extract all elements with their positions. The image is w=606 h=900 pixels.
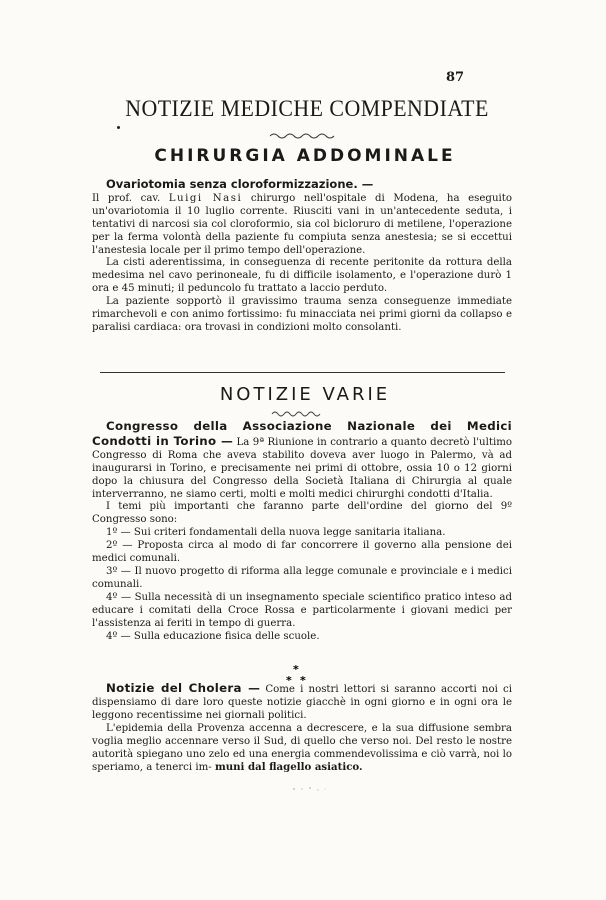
title-flourish-icon: [268, 132, 338, 140]
svg-text:*: *: [293, 664, 299, 676]
cholera-heading: Notizie del Cholera —: [106, 681, 261, 695]
article-congresso: [92, 420, 512, 643]
congress-topic: 4º — Sulla necessità di un insegnamento speciale scientifico pratico inteso ad educare i comitati della Croce Rossa e particolarmente i giovani medici per l'assistenza ai feriti in tempo di guerra.: [92, 591, 512, 629]
article-cholera: [92, 682, 512, 775]
article-heading: Ovariotomia senza cloroformizzazione. —: [106, 177, 374, 191]
article-p3: La paziente sopportò il gravissimo trauma senza conseguenze immediate rimarchevoli e con animo fortissimo: fu minacciata nei primi giorni da collapso e paralisi cardiaca: ora trovasi in condizioni molto consolanti.: [92, 296, 512, 333]
congress-topic: 2º — Proposta circa al modo di far concorrere il governo alla pensione dei medici comunali.: [92, 540, 512, 565]
cholera-p1: Come i nostri lettori si saranno accorti noi ci dispensiamo di dare loro queste notizie giacchè in ogni giorno e in ogni ora le leggono recentissime nei giornali politici.: [92, 684, 512, 721]
article-p1-pre: Il prof. cav.: [92, 192, 161, 204]
section-title-chirurgia: CHIRURGIA ADDOMINALE: [154, 146, 456, 166]
article-p1-post: chirurgo nell'ospitale di Modena, ha eseguito un'ovariotomia il 10 luglio corrente. Riusciti vani in un'antecedente seduta, i tentativi di narcosi sia col cloroformio, sia col bicloruro di metilene, l'operazione per la ferma volontà della paziente fu compiuta senza anestesia; se si eccettui l'anestesia locale per il primo tempo dell'operazione.: [92, 192, 513, 256]
section-title-varie: NOTIZIE VARIE: [219, 384, 391, 405]
article-p1-name: Luigi Nasi: [168, 192, 243, 204]
section-divider: [100, 372, 505, 373]
congress-heading: Congresso della Associazione Nazionale dei Medici Condotti in Torino —: [92, 419, 512, 448]
article-ovariotomia: [92, 178, 512, 335]
cholera-p2: L'epidemia della Provenza accenna a decrescere, e la sua diffusione sembra voglia meglio accennare verso il Sud, di quello che verso noi. Del resto le nostre autorità spiegano uno zelo ed una energia commendevolissima e ciò varrà, noi lo speriamo, a tenerci im-: [92, 722, 512, 774]
congress-topics-intro: I temi più importanti che faranno parte dell'ordine del giorno del 9º Congresso sono:: [92, 501, 512, 526]
congress-intro: La 9ª Riunione in contrario a quanto decretò l'ultimo Congresso di Roma che aveva stabilito doveva aver luogo in Palermo, và ad inaugurarsi in Torino, e precisamente nei primi di ottobre, ossia 10 o 12 giorni dopo la chiusura del Congresso della Società Italiana di Chirurgia al quale interverranno, ne siamo certi, molti e molti medici chirurghi condotti d'Italia.: [92, 436, 512, 500]
svg-text:*: *: [286, 674, 292, 686]
ink-dot: [117, 126, 120, 129]
article-p2: La cisti aderentissima, in conseguenza di recente peritonite da rottura della medesima nel cavo perinoneale, fu di difficile isolamento, e l'operazione durò 1 ora e 45 minuti; il peduncolo fu trattato a laccio perduto.: [92, 257, 512, 295]
congress-topic: 3º — Il nuovo progetto di riforma alla legge comunale e provinciale e i medici comunali.: [92, 565, 512, 590]
svg-text:*: *: [300, 674, 306, 686]
page-number: 87: [446, 70, 465, 85]
congress-topic: 1º — Sui criteri fondamentali della nuova legge sanitaria italiana.: [106, 527, 446, 539]
ink-smudge-icon: [290, 786, 330, 792]
cholera-p2-tail: muni dal flagello asiatico.: [214, 761, 363, 774]
main-title: NOTIZIE MEDICHE COMPENDIATE: [125, 96, 489, 121]
section-flourish-icon: [270, 410, 326, 418]
congress-topic: 4º — Sulla educazione fisica delle scuole.: [106, 630, 320, 642]
